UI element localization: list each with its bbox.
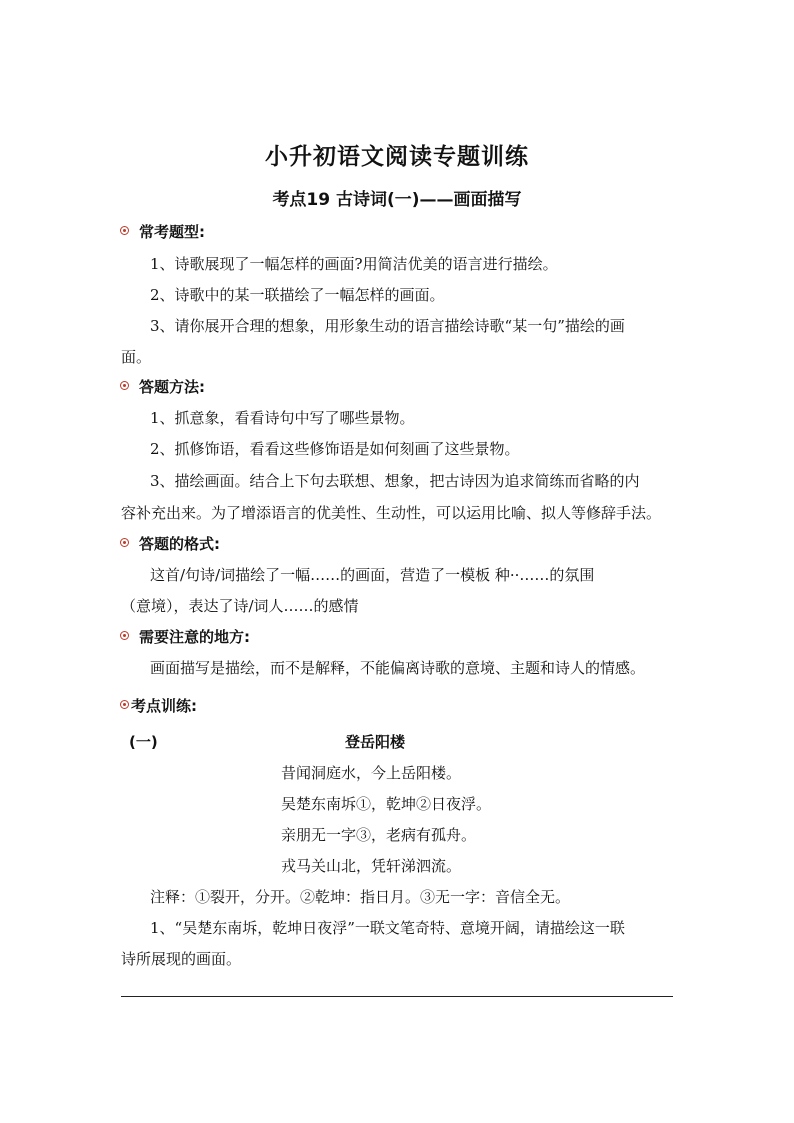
document-subtitle: 考点19 古诗词(一)——画面描写 [272,190,522,210]
poem-line: 吴楚东南坼①，乾坤②日夜浮。 [281,795,492,813]
poem-title: 登岳阳楼 [345,733,406,751]
list-item: （意境），表达了诗/词人……的感情 [121,597,359,615]
list-item: 1、抓意象，看看诗句中写了哪些景物。 [150,409,415,427]
question-text: 1、“吴楚东南坼，乾坤日夜浮”一联文笔奇特、意境开阔，请描绘这一联 [150,919,625,937]
bullet-icon [120,700,129,709]
list-item: 1、诗歌展现了一幅怎样的画面?用简洁优美的语言进行描绘。 [150,255,558,273]
section-heading-text: 需要注意的地方: [139,628,250,646]
bullet-icon [120,631,129,640]
section-heading-methods [120,377,205,397]
section-heading-question-types [120,222,205,242]
poem-line: 昔闻洞庭水，今上岳阳楼。 [281,764,462,782]
bullet-icon [120,226,129,235]
list-item: 2、诗歌中的某一联描绘了一幅怎样的画面。 [150,286,445,304]
list-item: 2、抓修饰语，看看这些修饰语是如何刻画了这些景物。 [150,440,520,458]
list-item: 3、描绘画面。结合上下句去联想、想象，把古诗因为追求简练而省略的内 [150,472,640,490]
poem-line: 亲朋无一字③，老病有孤舟。 [281,826,477,844]
poem-number: (一) [129,733,158,751]
poem-line: 戎马关山北，凭轩涕泗流。 [281,857,462,875]
document-title: 小升初语文阅读专题训练 [265,144,529,170]
answer-line[interactable] [121,996,673,997]
section-heading-text: 考点训练: [131,697,197,715]
list-item: 容补充出来。为了增添语言的优美性、生动性，可以运用比喻、拟人等修辞手法。 [121,504,662,522]
list-item: 3、请你展开合理的想象，用形象生动的语言描绘诗歌“某一句”描绘的画 [150,317,625,335]
section-heading-text: 答题方法: [139,378,205,396]
question-text: 诗所展现的画面。 [121,950,242,968]
list-item: 这首/句诗/词描绘了一幅……的画面，营造了一模板 种··……的氛围 [150,566,595,584]
poem-note: 注释：①裂开，分开。②乾坤：指日月。③无一字：音信全无。 [150,888,571,906]
section-heading-practice [120,696,197,716]
list-item: 面。 [121,348,152,366]
section-heading-format [120,534,220,554]
section-heading-notes [120,627,250,647]
list-item: 画面描写是描绘，而不是解释，不能偏离诗歌的意境、主题和诗人的情感。 [150,659,646,677]
bullet-icon [120,538,129,547]
section-heading-text: 常考题型: [139,223,205,241]
section-heading-text: 答题的格式: [139,535,220,553]
bullet-icon [120,381,129,390]
